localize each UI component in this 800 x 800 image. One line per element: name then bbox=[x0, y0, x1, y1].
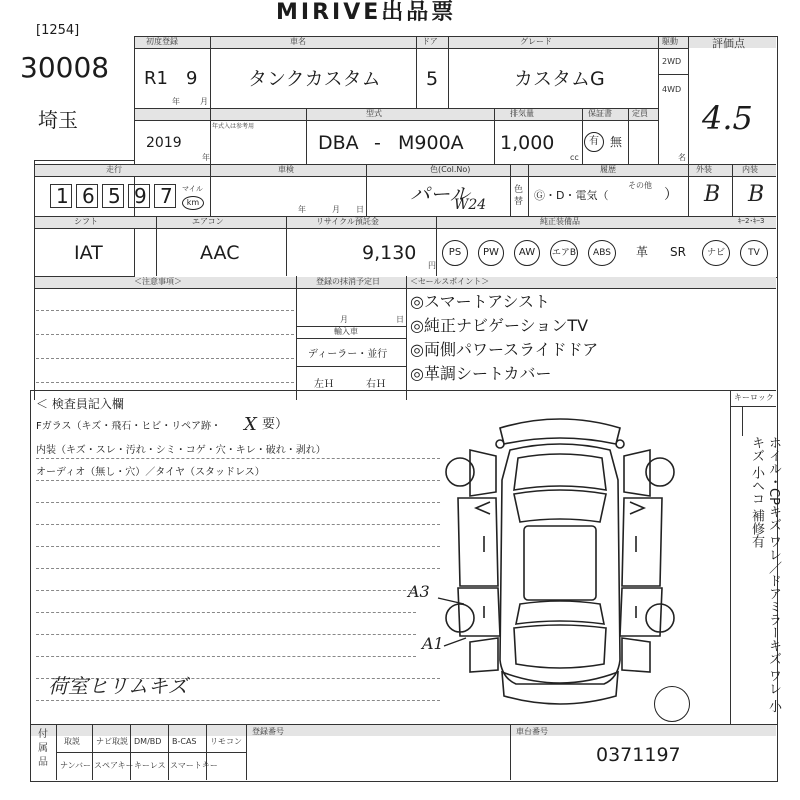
label-first-reg: 初度登録 bbox=[146, 37, 178, 46]
option-ps bbox=[442, 240, 468, 266]
audio-note: オーディオ（無し・穴）／タイヤ（スタッドレス） bbox=[36, 467, 265, 478]
option-abs-text: ABS bbox=[593, 247, 611, 258]
option-navi bbox=[702, 240, 730, 266]
left-hand: 左Ｈ bbox=[314, 379, 334, 390]
yen-unit: 円 bbox=[428, 261, 436, 270]
option-pw bbox=[478, 240, 504, 266]
label-warranty: 保証書 bbox=[588, 109, 612, 118]
label-exterior: 外装 bbox=[696, 165, 712, 174]
grade-value: カスタムG bbox=[514, 68, 605, 90]
reg-month: 9 bbox=[186, 68, 198, 89]
history-other: その他 bbox=[628, 181, 652, 190]
car-name: タンクカスタム bbox=[248, 68, 381, 90]
label-score: 評価点 bbox=[712, 37, 745, 50]
inspection-year: 年 bbox=[298, 205, 306, 214]
label-model: 型式 bbox=[366, 109, 382, 118]
label-shift: シフト bbox=[74, 217, 98, 226]
aircon-value: AAC bbox=[200, 242, 240, 264]
bottom-label-6: ナンバー bbox=[60, 761, 92, 770]
color-value: パール bbox=[410, 182, 470, 206]
year-value: 2019 bbox=[146, 135, 182, 151]
label-color-change: 色替 bbox=[514, 185, 524, 207]
label-capacity: 定員 bbox=[632, 109, 648, 118]
sales-point-2: ◎純正ナビゲーションTV bbox=[410, 316, 589, 335]
option-ps-text: PS bbox=[448, 247, 462, 258]
model-dash: - bbox=[374, 132, 381, 154]
mileage-digit-4: 9 bbox=[134, 184, 147, 208]
mile-unit: マイル bbox=[182, 185, 203, 193]
sales-point-3: ◎両側パワースライドドア bbox=[410, 340, 599, 359]
recycle-value: 9,130 bbox=[362, 242, 417, 264]
bottom-label-3: DM/BD bbox=[134, 737, 162, 746]
option-tv bbox=[740, 240, 768, 266]
right-vertical-text: ホイル・CPキズ ワレ／ドアミラーキズ ワレ 小キズ 小ヘコ 補修有 bbox=[749, 436, 781, 713]
option-airbag bbox=[550, 240, 578, 266]
label-attention: ＜注意事項＞ bbox=[134, 277, 182, 286]
option-sr: SR bbox=[670, 245, 686, 259]
warranty-no: 無 bbox=[610, 135, 623, 149]
label-displacement: 排気量 bbox=[510, 109, 534, 118]
left-frame-line bbox=[34, 160, 134, 161]
option-leather: 革 bbox=[636, 245, 649, 259]
shift-value: IAT bbox=[74, 242, 103, 264]
label-keylock: キーロック bbox=[734, 393, 774, 402]
history-options: Ⓖ・D・電気（ bbox=[534, 189, 609, 202]
mileage-digit-3: 5 bbox=[108, 184, 121, 208]
option-tv-text: TV bbox=[748, 247, 760, 258]
handwritten-note: 荷室ヒリムキズ bbox=[48, 674, 188, 698]
option-navi-text: ナビ bbox=[706, 247, 725, 258]
damage-arrows bbox=[428, 590, 468, 660]
km-unit bbox=[182, 196, 204, 210]
label-prev-reg: 登録の抹消予定日 bbox=[316, 277, 380, 286]
label-interior: 内装 bbox=[742, 165, 758, 174]
lane-number: [1254] bbox=[36, 23, 80, 38]
chassis-number-value: 0371197 bbox=[596, 744, 681, 766]
exterior-grade: B bbox=[704, 182, 721, 207]
door-count: 5 bbox=[426, 68, 439, 90]
bottom-label-8: キーレス bbox=[134, 761, 166, 770]
inspection-month: 月 bbox=[332, 205, 340, 214]
label-handle: 輸入車 bbox=[334, 327, 358, 336]
bottom-side-label: 付属品 bbox=[38, 729, 48, 768]
damage-mark-a3: A3 bbox=[408, 582, 430, 601]
model-code: M900A bbox=[398, 132, 464, 154]
bottom-label-2: ナビ取説 bbox=[96, 737, 128, 746]
history-close: ） bbox=[664, 187, 678, 203]
right-hand: 右Ｈ bbox=[366, 379, 386, 390]
label-grade: グレード bbox=[520, 37, 552, 46]
fglass-note: Fガラス（キズ・飛石・ヒビ・リペア跡・ bbox=[36, 421, 222, 432]
label-mileage: 走行 bbox=[106, 165, 122, 174]
label-sales-point: ＜セールスポイント＞ bbox=[410, 277, 490, 286]
label-genuine: 純正装備品 bbox=[540, 217, 580, 226]
model-prefix: DBA bbox=[318, 132, 359, 154]
label-name: 車名 bbox=[290, 37, 306, 46]
mileage-digit-2: 6 bbox=[82, 184, 95, 208]
era-note: 年式入は参考用 bbox=[212, 123, 255, 130]
mileage-digit-5: 7 bbox=[160, 184, 173, 208]
warranty-yes bbox=[584, 132, 604, 152]
color-code: W24 bbox=[454, 197, 487, 213]
lot-number: 30008 bbox=[20, 51, 110, 84]
bottom-label-7: スペアキー bbox=[94, 761, 134, 770]
label-aircon: エアコン bbox=[192, 217, 224, 226]
option-aw-text: AW bbox=[518, 247, 536, 258]
region: 埼玉 bbox=[38, 108, 78, 132]
label-color: 色(Col.No) bbox=[430, 165, 471, 174]
prev-month: 月 bbox=[340, 315, 348, 324]
cc-unit: cc bbox=[570, 153, 579, 162]
bottom-label-4: B-CAS bbox=[172, 737, 197, 746]
bottom-label-1: 取説 bbox=[64, 737, 80, 746]
displacement-value: 1,000 bbox=[500, 132, 555, 154]
fglass-need: 要） bbox=[262, 417, 289, 432]
interior-grade: B bbox=[748, 182, 765, 207]
bottom-label-9: スマートキー bbox=[170, 761, 218, 770]
option-airbag-text: エアB bbox=[551, 247, 577, 258]
damage-mark-a1: A1 bbox=[422, 634, 444, 653]
label-reg-number: 登録番号 bbox=[252, 727, 284, 736]
label-chassis-number: 車台番号 bbox=[516, 727, 548, 736]
label-history: 履歴 bbox=[600, 165, 616, 174]
label-recycle: リサイクル預託金 bbox=[316, 217, 379, 226]
month-unit: 月 bbox=[200, 97, 208, 106]
option-abs bbox=[588, 240, 616, 266]
drive-2wd: 2WD bbox=[662, 57, 682, 66]
inspection-day: 日 bbox=[356, 205, 364, 214]
era-year: R1 bbox=[144, 68, 168, 89]
interior-note: 内装（キズ・スレ・汚れ・シミ・コゲ・穴・キレ・破れ・剥れ） bbox=[36, 445, 326, 456]
bottom-label-5: リモコン bbox=[210, 737, 242, 746]
sales-point-1: ◎スマートアシスト bbox=[410, 292, 551, 311]
label-inspector: ＜ 検査員記入欄 bbox=[36, 397, 124, 411]
fglass-mark: X bbox=[244, 414, 257, 435]
year-unit: 年 bbox=[172, 97, 180, 106]
option-pw-text: PW bbox=[483, 247, 499, 258]
year-suffix: 年 bbox=[202, 153, 210, 162]
label-door: ドア bbox=[422, 37, 438, 46]
km-unit-text: km bbox=[186, 198, 200, 207]
keys-note: ｷｰ2･ｷｰ3 bbox=[738, 217, 765, 225]
car-diagram bbox=[440, 410, 680, 720]
warranty-yes-text: 有 bbox=[589, 136, 599, 147]
score-value: 4.5 bbox=[702, 99, 753, 137]
form-title: MIRIVE出品票 bbox=[276, 0, 457, 25]
spare-tire-mark bbox=[654, 686, 690, 722]
people-unit: 名 bbox=[678, 153, 686, 162]
mileage-digit-1: 1 bbox=[56, 184, 69, 208]
drive-4wd: 4WD bbox=[662, 85, 682, 94]
sales-point-4: ◎革調シートカバー bbox=[410, 364, 552, 383]
dealer-route-text: ディーラー・並行 bbox=[308, 349, 388, 360]
option-aw bbox=[514, 240, 540, 266]
label-drive: 駆動 bbox=[662, 37, 678, 46]
label-inspection: 車検 bbox=[278, 165, 294, 174]
prev-day: 日 bbox=[396, 315, 404, 324]
